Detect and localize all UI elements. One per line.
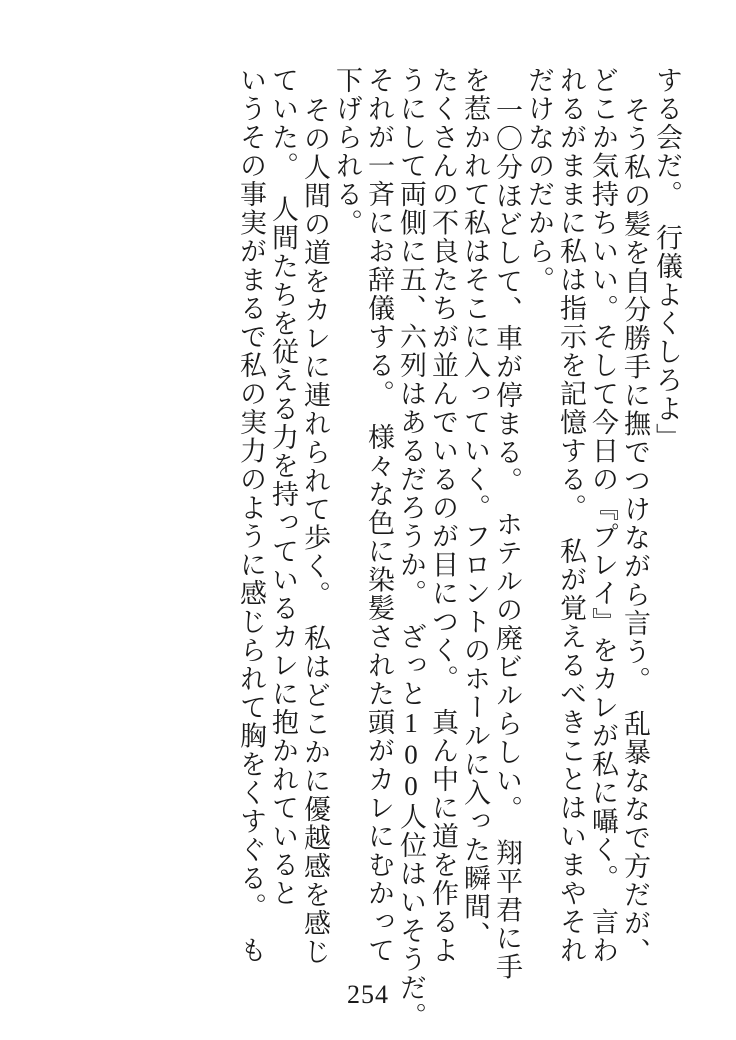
text-column: 下げられる。 <box>332 66 362 237</box>
text-column: その人間の道をカレに連れられて歩く。 私はどこかに優越感を感じ <box>300 96 330 966</box>
text-column: れるがままに私は指示を記憶する。 私が覚えるべきことはいまやそれ <box>556 66 586 965</box>
text-column: 一〇分ほどして、車が停まる。 ホテルの廃ビルらしい。 翔平君に手 <box>492 96 522 981</box>
text-column: たくさんの不良たちが並んでいるのが目につく。 真ん中に道を作るよ <box>428 66 458 965</box>
text-column: それが一斉にお辞儀する。 様々な色に染髪された頭がカレにむかって <box>364 66 394 965</box>
text-column: する会だ。 行儀よくしろよ」 <box>652 66 682 452</box>
text-column: いうその事実がまるで私の実力のように感じられて胸をくすぐる。 も <box>236 66 266 965</box>
text-column: を惹かれて私はそこに入っていく。フロントのホールに入った瞬間、 <box>460 66 490 950</box>
text-column: ていた。 人間たちを従える力を持っているカレに抱かれていると <box>268 66 298 908</box>
page-number: 254 <box>347 980 389 1009</box>
text-column: うにして両側に五、六列はあるだろうか。 ざっと100人位はいそうだ。 <box>396 66 426 1031</box>
text-column: だけなのだから。 <box>524 66 554 294</box>
text-column: そう私の髪を自分勝手に撫でつけながら言う。 乱暴ななで方だが、 <box>620 96 650 966</box>
text-column: どこか気持ちいい。そして今日の『プレイ』をカレが私に囁く。 言わ <box>588 66 618 965</box>
